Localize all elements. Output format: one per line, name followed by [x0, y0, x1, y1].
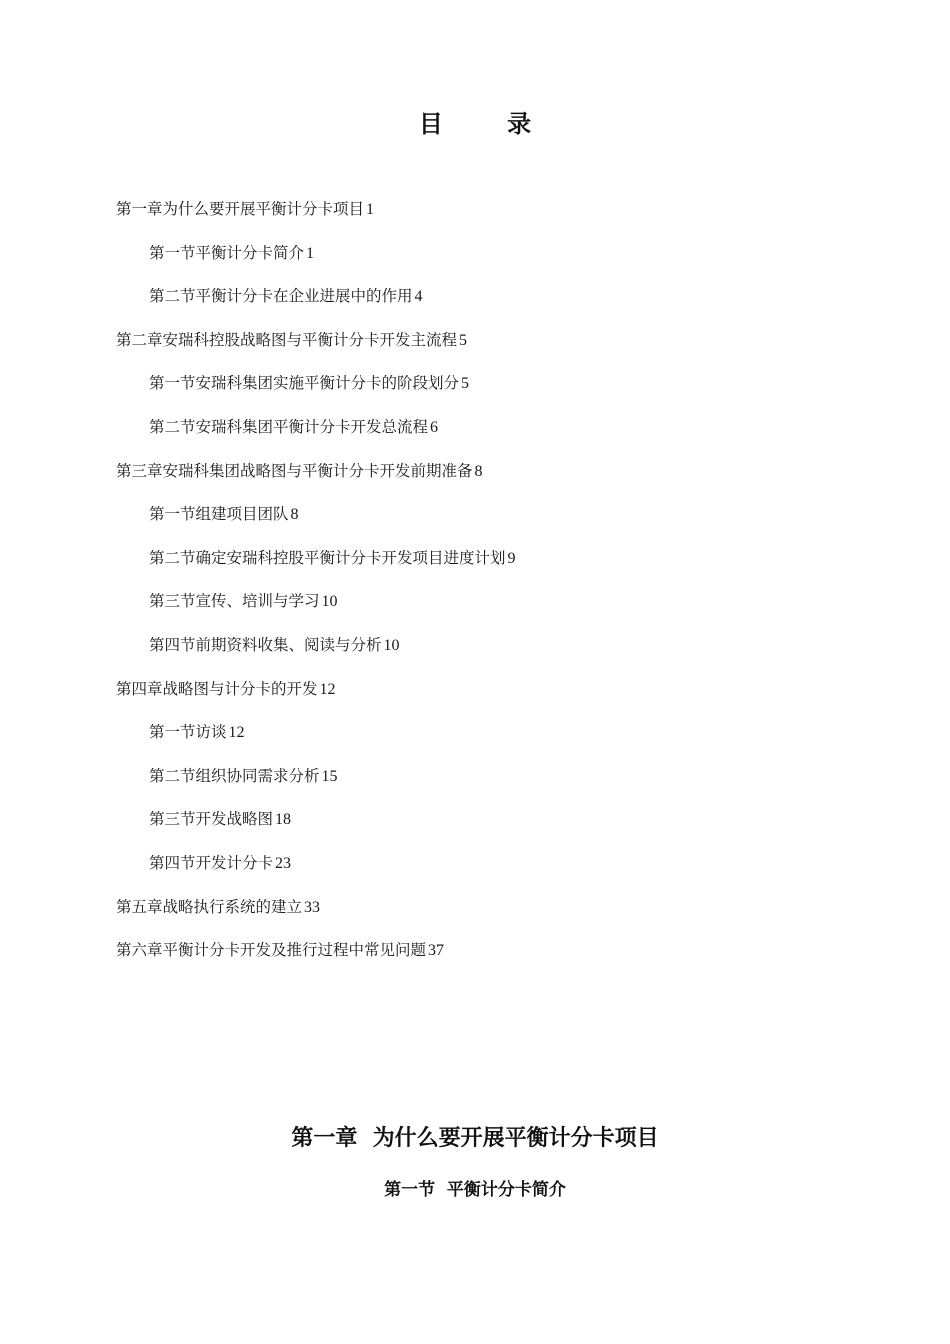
toc-entry-label: 第二节确定安瑞科控股平衡计分卡开发项目进度计划 — [149, 548, 506, 567]
toc-entry-section[interactable] — [0, 232, 950, 276]
toc-page-number: 5 — [461, 375, 470, 393]
toc-page-number: 10 — [321, 593, 338, 611]
toc-page-number: 1 — [306, 244, 315, 262]
toc-page-number: 37 — [428, 942, 445, 960]
toc-entry-label: 第五章战略执行系统的建立 — [116, 897, 303, 916]
toc-entry-label: 第二节安瑞科集团平衡计分卡开发总流程 — [149, 417, 429, 436]
toc-entry-label: 第一节平衡计分卡简介 — [149, 243, 305, 262]
toc-entry-label: 第二节平衡计分卡在企业进展中的作用 — [149, 287, 413, 306]
toc-entry-label: 第三章安瑞科集团战略图与平衡计分卡开发前期准备 — [116, 461, 473, 480]
toc-entry-label: 第三节开发战略图 — [149, 810, 274, 829]
toc-entry-label: 第三节宣传、培训与学习 — [149, 592, 320, 611]
toc-entry-label: 第一节安瑞科集团实施平衡计分卡的阶段划分 — [149, 374, 460, 393]
toc-entry-label: 第四章战略图与计分卡的开发 — [116, 679, 318, 698]
toc-entry-label: 第四节前期资料收集、阅读与分析 — [149, 635, 382, 654]
toc-entry-section[interactable] — [0, 580, 950, 624]
table-of-contents — [0, 188, 950, 973]
toc-entry-section[interactable] — [0, 798, 950, 842]
toc-entry-chapter[interactable] — [0, 668, 950, 712]
toc-entry-label: 第六章平衡计分卡开发及推行过程中常见问题 — [116, 941, 427, 960]
toc-page-number: 6 — [430, 418, 439, 436]
toc-page-number: 5 — [459, 331, 468, 349]
toc-entry-section[interactable] — [0, 624, 950, 668]
toc-page-number: 18 — [275, 811, 292, 829]
toc-entry-chapter[interactable] — [0, 450, 950, 494]
toc-entry-section[interactable] — [0, 711, 950, 755]
toc-page-number: 23 — [275, 854, 292, 872]
toc-entry-label: 第四节开发计分卡 — [149, 853, 274, 872]
toc-entry-section[interactable] — [0, 406, 950, 450]
toc-entry-section[interactable] — [0, 493, 950, 537]
toc-page-number: 15 — [321, 767, 338, 785]
toc-title: 目 录 — [418, 109, 560, 138]
toc-entry-section[interactable] — [0, 842, 950, 886]
toc-entry-label: 第一节访谈 — [149, 723, 227, 742]
toc-entry-chapter[interactable] — [0, 929, 950, 973]
toc-page-number: 12 — [319, 680, 336, 698]
toc-page-number: 12 — [228, 724, 245, 742]
section-heading: 第一节 平衡计分卡简介 — [384, 1180, 566, 1200]
toc-page-number: 9 — [507, 549, 516, 567]
toc-page-number: 8 — [474, 462, 483, 480]
toc-entry-chapter[interactable] — [0, 188, 950, 232]
toc-entry-label: 第二节组织协同需求分析 — [149, 766, 320, 785]
toc-page-number: 33 — [304, 898, 321, 916]
toc-page-number: 8 — [290, 506, 299, 524]
toc-entry-section[interactable] — [0, 362, 950, 406]
toc-entry-chapter[interactable] — [0, 886, 950, 930]
toc-page-number: 4 — [414, 288, 423, 306]
toc-page-number: 10 — [383, 636, 400, 654]
toc-entry-section[interactable] — [0, 755, 950, 799]
toc-entry-label: 第一章为什么要开展平衡计分卡项目 — [116, 200, 365, 218]
toc-entry-section[interactable] — [0, 275, 950, 319]
toc-page-number: 1 — [366, 201, 375, 218]
toc-entry-label: 第二章安瑞科控股战略图与平衡计分卡开发主流程 — [116, 330, 458, 349]
chapter-heading: 第一章 为什么要开展平衡计分卡项目 — [291, 1125, 659, 1151]
toc-entry-label: 第一节组建项目团队 — [149, 505, 289, 524]
toc-entry-chapter[interactable] — [0, 319, 950, 363]
toc-entry-section[interactable] — [0, 537, 950, 581]
